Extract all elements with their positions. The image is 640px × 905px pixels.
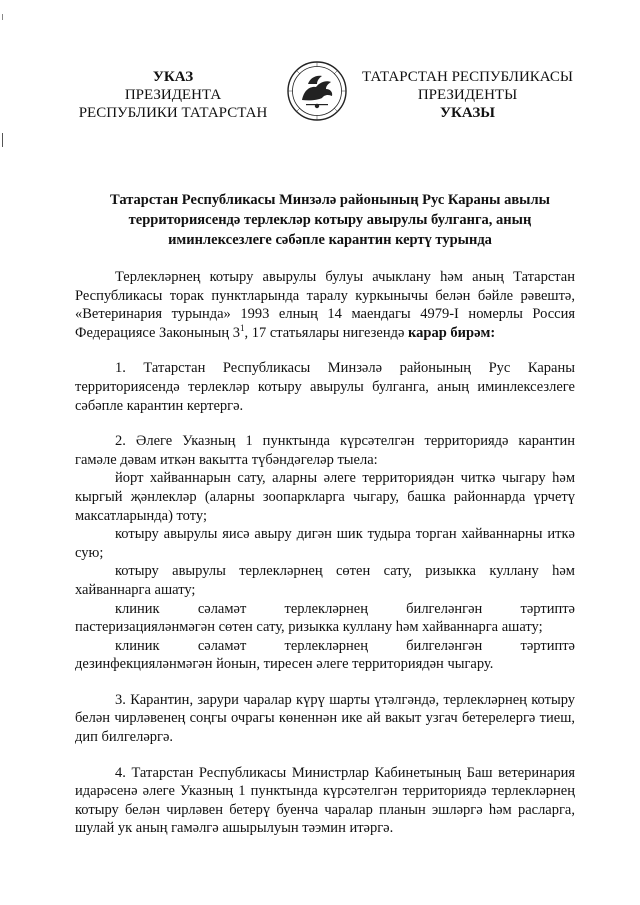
header-right-title: УКАЗЫ <box>440 105 495 121</box>
paragraph-1: 1. Татарстан Республикасы Минзәлә районының Рус Караны территориясендә терлекләр котыру авырулы булганга, аның иминлексезлеге сәбәпле карантин кертергә. <box>75 360 575 414</box>
paragraph-2-item: котыру авырулы терлекләрнең сөтен сату, ризыкка куллану һәм хайваннарга ашату; <box>75 563 575 598</box>
title-line: иминлексезлеге сәбәпле карантин кертү турында <box>168 232 492 248</box>
header-right-line1: ТАТАРСТАН РЕСПУБЛИКАСЫ <box>362 69 573 85</box>
paragraph-2-item: клиник сәламәт терлекләрнең билгеләнгән тәртиптә пастеризацияләнмәгән сөтен сату, ризыкка куллану һәм хайваннарга ашату; <box>75 600 575 636</box>
header-left-line3: РЕСПУБЛИКИ ТАТАРСТАН <box>78 105 268 121</box>
document-title <box>80 190 580 250</box>
paragraph-3: 3. Карантин, зарури чаралар күрү шарты үтәлгәндә, терлекләрнең котыру белән чирләвенең соңгы очрагы көненнән ике ай вакыт узгач бетерелергә тиеш, дип билгеләргә. <box>75 691 575 746</box>
paragraph-2-item: йорт хайваннарын сату, аларны әлеге территориядән читкә чыгару һәм кыргый җәнлекләр (аларны зоопаркларга чыгару, башка районнарда үрчетү максатларында) тоту; <box>75 470 575 524</box>
preamble-text-end: , 17 статьялары нигезендә <box>244 324 409 341</box>
paragraph-4: 4. Татарстан Республикасы Министрлар Кабинетының Баш ветеринария идарәсенә әлеге Указның 1 пунктында күрсәтелгән территориядә терлекләрнең котыру белән чирләвен бетерү буенча чаралар планын эшләргә һәм расларга, шулай ук аның гамәлгә ашырылуын тәэмин итәргә. <box>75 764 575 837</box>
article-superscript: 1 <box>239 322 245 333</box>
title-line: территориясендә терлекләр котыру авырулы булганга, аның <box>128 212 532 228</box>
decree-phrase: карар бирәм: <box>408 324 496 341</box>
tatarstan-emblem-icon <box>286 60 348 122</box>
header-left-line2: ПРЕЗИДЕНТА <box>124 87 222 103</box>
paragraph-2-item: котыру авырулы яисә авыру дигән шик тудыра торган хайваннарны иткә сую; <box>75 526 575 561</box>
paragraph-2-item: клиник сәламәт терлекләрнең билгеләнгән тәртиптә дезинфекцияләнмәгән йонын, тиресен әлеге территориядән чыгару. <box>75 637 575 673</box>
paragraph-2: 2. Әлеге Указның 1 пунктында күрсәтелгән территориядә карантин гамәле дәвам иткән вакытта түбәндәгеләр тыела: <box>75 433 575 468</box>
header-right-line2: ПРЕЗИДЕНТЫ <box>417 87 518 103</box>
document-header <box>0 68 640 138</box>
header-right-block <box>360 68 575 122</box>
preamble-paragraph <box>75 268 575 342</box>
title-line: Татарстан Республикасы Минзәлә районының Рус Караны авылы <box>110 192 550 208</box>
preamble-text: Терлекләрнең котыру авырулы булуы ачыклану һәм аның Татарстан Республикасы торак пунктларында таралу куркынычы белән бәйле рәвештә, «Ветеринария турында» 1993 елның 14 маендагы 4979-I номерлы Россия Федерациясе Законының 3 <box>75 269 575 341</box>
header-left-title: УКАЗ <box>152 69 194 85</box>
scan-mark <box>2 14 3 20</box>
header-left-block <box>78 68 268 122</box>
document-body <box>75 268 575 838</box>
